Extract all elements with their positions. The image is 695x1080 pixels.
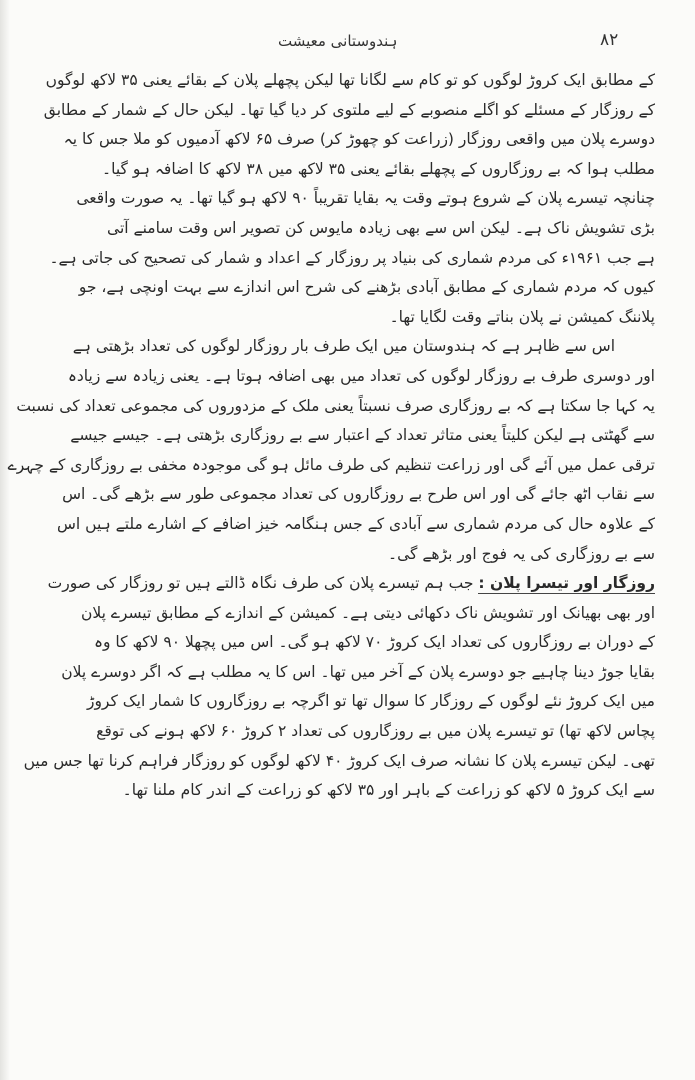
text-line: مطلب ہوا کہ بے روزگاروں کے پچھلے بقائے یعنی ۳۵ لاکھ میں ۳۸ لاکھ کا اضافہ ہو گیا۔	[102, 159, 655, 178]
text-line: کے مطابق ایک کروڑ لوگوں کو تو کام سے لگانا تھا لیکن پچھلے پلان کے بقائے یعنی ۳۵ لاکھ لوگوں	[45, 71, 655, 89]
paragraph-1	[43, 66, 655, 332]
text-line: اس سے ظاہر ہے کہ ہندوستان میں ایک طرف بار روزگار لوگوں کی تعداد بڑھتی ہے	[72, 337, 615, 356]
running-title: ہندوستانی معیشت	[278, 32, 398, 50]
text-line: سے بے روزگاری کی یہ فوج اور بڑھے گی۔	[388, 544, 655, 563]
text-line: سے گھٹتی ہے لیکن کلیتاً یعنی متاثر تعداد کے اعتبار سے بے روزگاری بڑھتی ہے۔ جیسے جیسے	[70, 426, 655, 445]
text-line: کے دوران بے روزگاروں کی تعداد ایک کروڑ ۷۰ لاکھ ہو گی۔ اس میں پچھلا ۹۰ لاکھ کا وہ	[93, 633, 655, 652]
page-header	[0, 26, 695, 60]
text-line	[47, 569, 655, 599]
text-line: سے ایک کروڑ ۵ لاکھ کو زراعت کے باہر اور ۳۵ لاکھ کو زراعت کے اندر کام ملنا تھا۔	[122, 781, 655, 800]
text-line: کے علاوہ حال کی مردم شماری سے آبادی کے جس ہنگامہ خیز اضافے کے اشارے ملتے ہیں اس	[57, 514, 655, 533]
text-line: ترقی عمل میں آئے گی اور زراعت تنظیم کی طرف مائل ہو گی موجودہ مخفی بے روزگاری کے چہرے	[7, 455, 655, 474]
text-line: چنانچہ تیسرے پلان کے شروع ہوتے وقت یہ بقایا تقریباً ۹۰ لاکھ ہو گیا تھا۔ یہ صورت واقعی	[76, 189, 655, 208]
section-heading: روزگار اور تیسرا پلان :	[478, 574, 655, 593]
text-line-remainder: جب ہم تیسرے پلان کی طرف نگاہ ڈالتے ہیں تو روزگار کی صورت	[47, 574, 474, 593]
page-number: ۸۲	[600, 30, 619, 50]
page-body	[7, 66, 655, 806]
text-line: میں ایک کروڑ نئے لوگوں کے روزگار کا سوال تھا تو اگرچہ بے روزگاروں کا شمار ایک کروڑ	[86, 692, 655, 711]
text-line: پلاننگ کمیشن نے پلان بناتے وقت لگایا تھا۔	[389, 307, 655, 326]
text-line: کیوں کہ مردم شماری کے مطابق آبادی بڑھنے کی شرح اس اندازے سے بہت اونچی ہے، جو	[78, 278, 655, 297]
text-line: پچاس لاکھ تھا) تو تیسرے پلان میں بے روزگاروں کی تعداد ۲ کروڑ ۶۰ لاکھ ہونے کی توقع	[96, 722, 655, 741]
text-line: دوسرے پلان میں واقعی روزگار (زراعت کو چھوڑ کر) صرف ۶۵ لاکھ آدمیوں کو ملا جس کا یہ	[63, 130, 655, 149]
text-line: یہ کہا جا سکتا ہے کہ بے روزگاری صرف نسبتاً یعنی ملک کے مزدوروں کی مجموعی تعداد کی نسبت	[16, 396, 655, 415]
paragraph-2	[7, 332, 655, 569]
text-line: اور دوسری طرف بے روزگار لوگوں کی تعداد میں بھی اضافہ ہوتا ہے۔ یعنی زیادہ سے زیادہ	[67, 366, 655, 385]
scan-edge-shadow	[0, 0, 10, 1080]
text-line: ہے جب ۱۹۶۱ء کی مردم شماری کی بنیاد پر روزگار کے اعداد و شمار کی تصحیح کی جاتی ہے۔	[49, 248, 655, 267]
paragraph-3	[23, 569, 655, 806]
text-line: سے نقاب اٹھ جائے گی اور اس طرح بے روزگاروں کی تعداد مجموعی طور سے بڑھے گی۔ اس	[62, 485, 655, 504]
text-line: بڑی تشویش ناک ہے۔ لیکن اس سے بھی زیادہ مایوس کن تصویر اس وقت سامنے آتی	[107, 218, 655, 237]
text-line: کے روزگار کے مسئلے کو اگلے منصوبے کے لیے ملتوی کر دیا گیا تھا۔ لیکن حال کے شمار کے مطابق	[43, 100, 655, 119]
text-line: تھی۔ لیکن تیسرے پلان کا نشانہ صرف ایک کروڑ ۴۰ لاکھ لوگوں کو روزگار فراہم کرنا تھا جس میں	[23, 751, 655, 770]
text-line: بقایا جوڑ دینا چاہیے جو دوسرے پلان کے آخر میں تھا۔ اس کا یہ مطلب ہے کہ اگر دوسرے پلان	[61, 662, 655, 681]
text-line: اور بھی بھیانک اور تشویش ناک دکھائی دیتی ہے۔ کمیشن کے اندازے کے مطابق تیسرے پلان	[80, 603, 655, 622]
